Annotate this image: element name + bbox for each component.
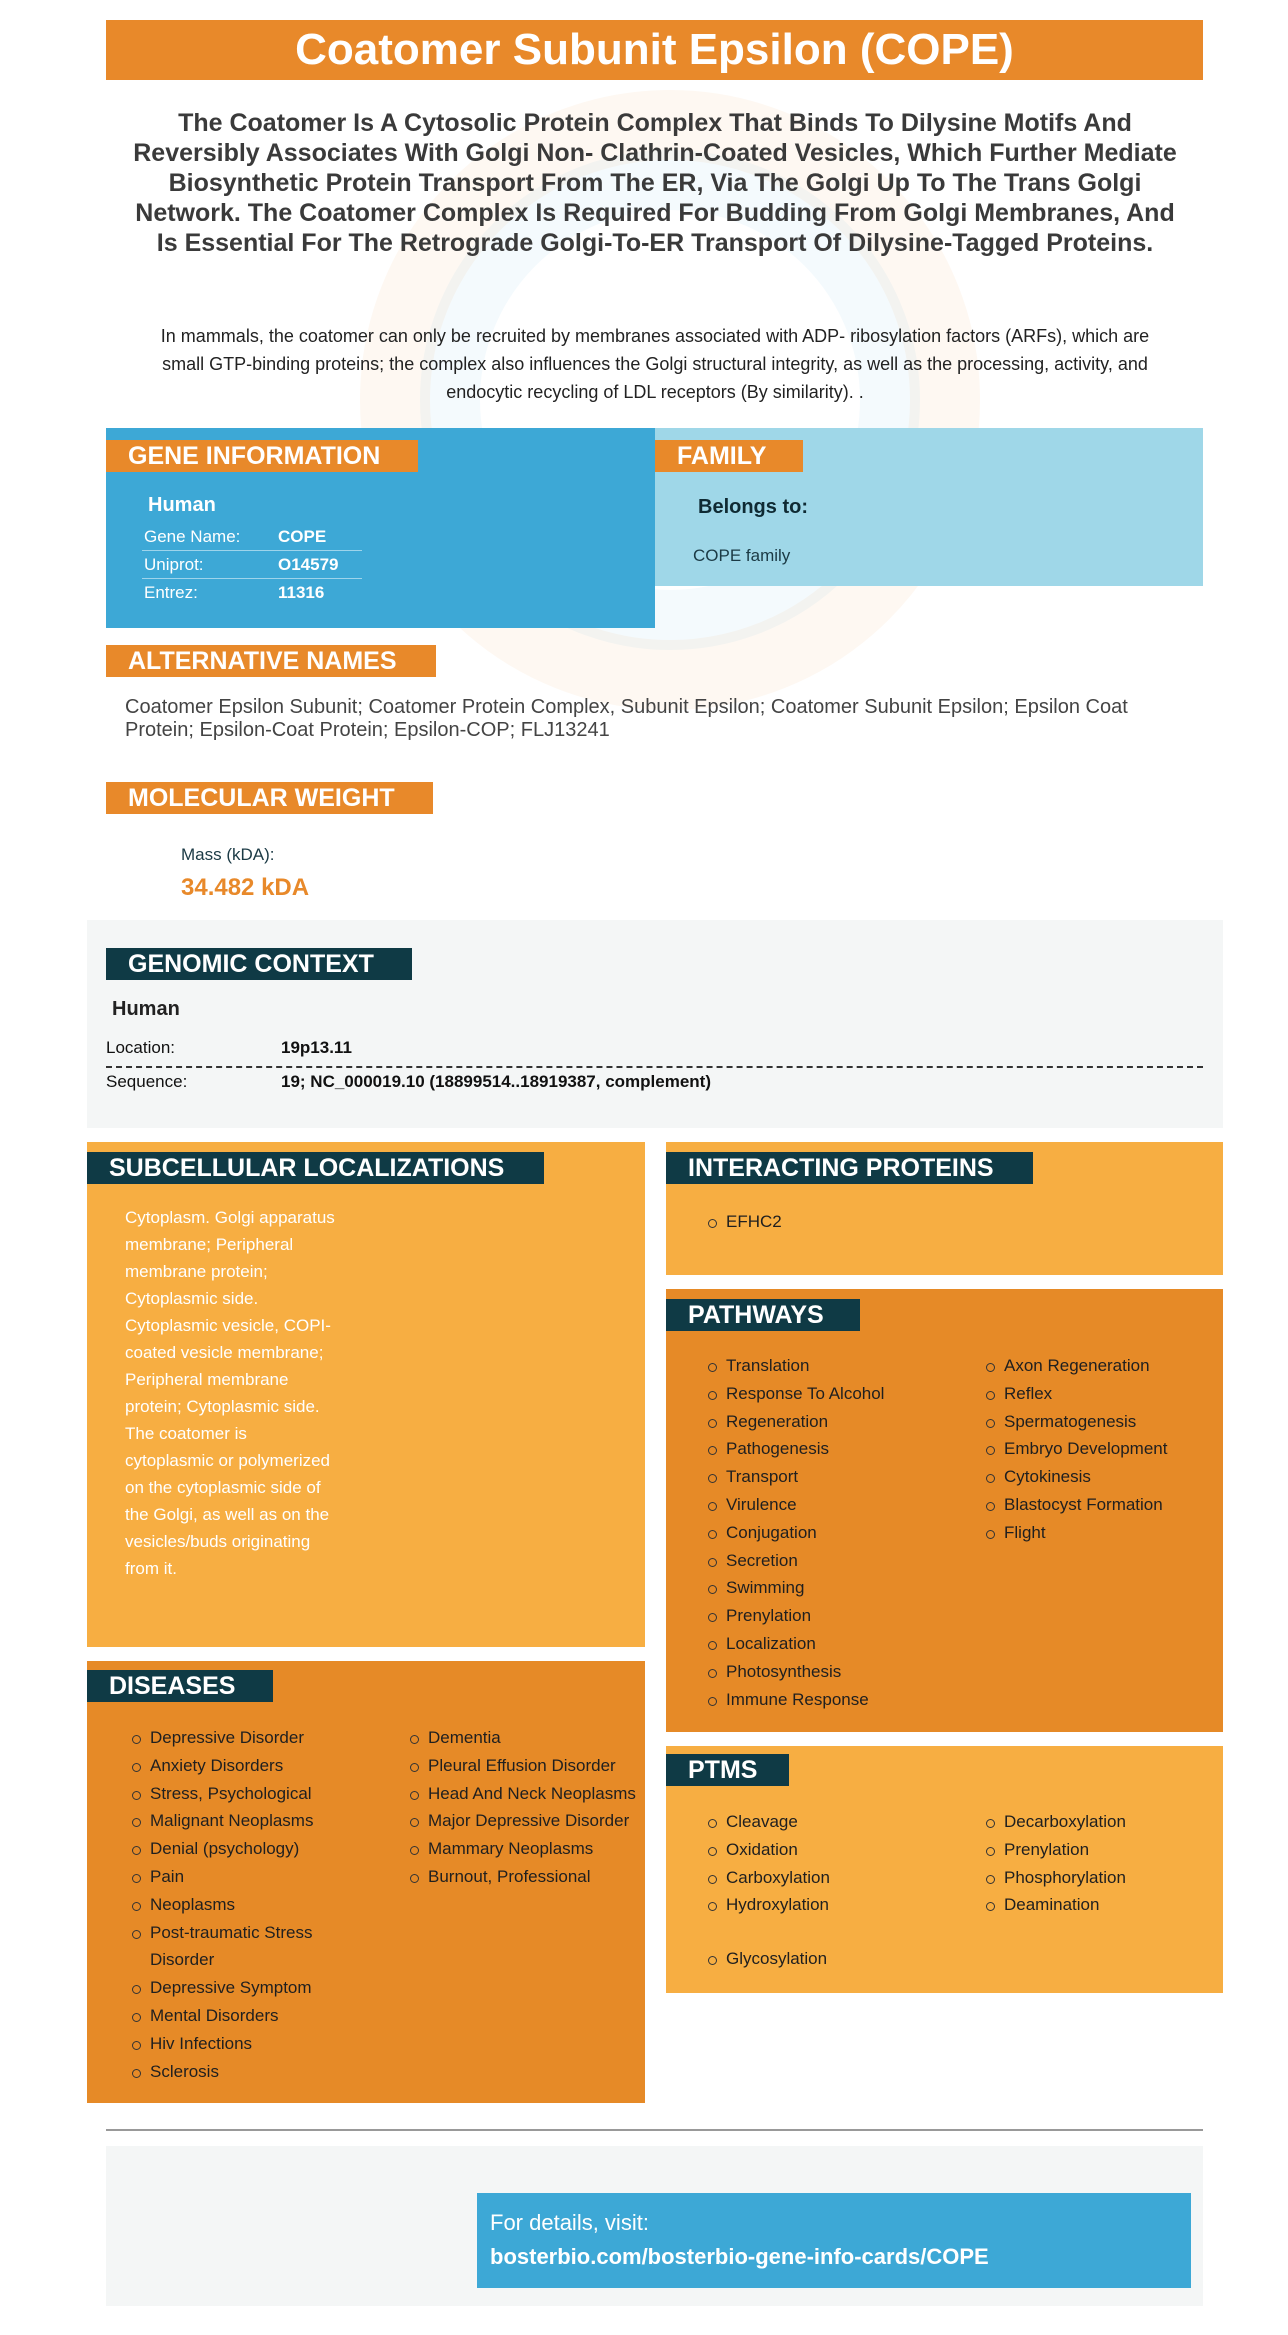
summary-text: The Coatomer Is A Cytosolic Protein Complex That Binds To Dilysine Motifs And Reversibly Associates With Golgi Non- Clathrin-Coated Vesicles, Which Further Mediate Biosynthetic Protein Transport From The ER, Via The Golgi Up To The Trans Golgi Network. The Coatomer Complex Is Required For Budding From Golgi Membranes, And Is Essential For The Retrograde Golgi-To-ER Transport Of Dilysine-Tagged Proteins. bbox=[133, 109, 1177, 257]
list-item: Sclerosis bbox=[130, 2058, 330, 2086]
mass-value: 34.482 kDA bbox=[181, 874, 310, 901]
list-item: Conjugation bbox=[706, 1519, 966, 1547]
list-item: Post-traumatic Stress Disorder bbox=[130, 1919, 330, 1975]
footer-divider bbox=[106, 2129, 1203, 2131]
list-item: Phosphorylation bbox=[984, 1864, 1214, 1892]
list-item: Secretion bbox=[706, 1547, 966, 1575]
genomic-sequence-label: Sequence: bbox=[106, 1072, 188, 1091]
list-item: Deamination bbox=[984, 1891, 1214, 1919]
list-item: Spermatogenesis bbox=[984, 1408, 1214, 1436]
list-item: Denial (psychology) bbox=[130, 1835, 330, 1863]
pathways-list-col1 bbox=[706, 1352, 966, 1713]
list-item: Pain bbox=[130, 1863, 330, 1891]
genomic-location-label: Location: bbox=[106, 1038, 175, 1057]
pathways-list-col2 bbox=[984, 1352, 1214, 1547]
gene-row-entrez bbox=[142, 579, 362, 607]
list-item: Depressive Symptom bbox=[130, 1974, 330, 2002]
ptms-list-col1 bbox=[706, 1808, 966, 1919]
mass-label: Mass (kDA): bbox=[181, 845, 275, 864]
genomic-location-value: 19p13.11 bbox=[281, 1038, 352, 1057]
list-item: Virulence bbox=[706, 1491, 966, 1519]
list-item: Photosynthesis bbox=[706, 1658, 966, 1686]
list-item: Translation bbox=[706, 1352, 966, 1380]
list-item: Cytokinesis bbox=[984, 1463, 1214, 1491]
gene-row-value: O14579 bbox=[278, 555, 339, 574]
gene-species: Human bbox=[148, 494, 216, 516]
gene-row-label: Gene Name: bbox=[144, 527, 241, 546]
list-item: Axon Regeneration bbox=[984, 1352, 1214, 1380]
gene-row-label: Entrez: bbox=[144, 583, 198, 602]
diseases-list-col2 bbox=[408, 1724, 638, 1891]
details-link-box[interactable] bbox=[477, 2193, 1191, 2288]
ptms-list-extra bbox=[706, 1945, 966, 1973]
list-item: Mammary Neoplasms bbox=[408, 1835, 638, 1863]
subcellular-text: Cytoplasm. Golgi apparatus membrane; Peripheral membrane protein; Cytoplasmic side. Cytoplasmic vesicle, COPI-coated vesicle membrane; Peripheral membrane protein; Cytoplasmic side. The coatomer is cytoplasmic or polymerized on the cytoplasmic side of the Golgi, as well as on the vesicles/buds originating from it. bbox=[125, 1208, 335, 1578]
list-item: Reflex bbox=[984, 1380, 1214, 1408]
interacting-proteins-list bbox=[706, 1208, 782, 1236]
alternative-names-heading: ALTERNATIVE NAMES bbox=[106, 645, 436, 677]
list-item: Dementia bbox=[408, 1724, 638, 1752]
genomic-location-row bbox=[106, 1034, 1203, 1064]
family-heading: FAMILY bbox=[655, 440, 803, 472]
list-item: Prenylation bbox=[706, 1602, 966, 1630]
description-text: In mammals, the coatomer can only be recruited by membranes associated with ADP- ribosylation factors (ARFs), which are small GTP-binding proteins; the complex also influences the Golgi structural integrity, as well as the processing, activity, and endocytic recycling of LDL receptors (By similarity). . bbox=[160, 326, 1150, 402]
list-item: Flight bbox=[984, 1519, 1214, 1547]
list-item: Oxidation bbox=[706, 1836, 966, 1864]
list-item: Malignant Neoplasms bbox=[130, 1807, 330, 1835]
genomic-context-heading: GENOMIC CONTEXT bbox=[106, 948, 412, 980]
family-value: COPE family bbox=[693, 546, 791, 565]
details-link[interactable]: bosterbio.com/bosterbio-gene-info-cards/COPE bbox=[490, 2244, 989, 2269]
ptms-list-col2 bbox=[984, 1808, 1214, 1919]
family-belongs-label: Belongs to: bbox=[698, 496, 808, 518]
diseases-heading: DISEASES bbox=[87, 1670, 273, 1702]
list-item: Stress, Psychological bbox=[130, 1780, 330, 1808]
genomic-species: Human bbox=[112, 998, 180, 1020]
list-item: Prenylation bbox=[984, 1836, 1214, 1864]
details-label: For details, visit: bbox=[490, 2210, 649, 2235]
list-item: Regeneration bbox=[706, 1408, 966, 1436]
list-item: Glycosylation bbox=[706, 1945, 966, 1973]
gene-row-name bbox=[142, 523, 362, 551]
gene-information-heading: GENE INFORMATION bbox=[106, 440, 418, 472]
list-item: Hiv Infections bbox=[130, 2030, 330, 2058]
list-item: Head And Neck Neoplasms bbox=[408, 1780, 638, 1808]
list-item: Transport bbox=[706, 1463, 966, 1491]
list-item: Pleural Effusion Disorder bbox=[408, 1752, 638, 1780]
gene-row-label: Uniprot: bbox=[144, 555, 204, 574]
list-item: Localization bbox=[706, 1630, 966, 1658]
list-item: Depressive Disorder bbox=[130, 1724, 330, 1752]
list-item: Mental Disorders bbox=[130, 2002, 330, 2030]
alternative-names-text: Coatomer Epsilon Subunit; Coatomer Protein Complex, Subunit Epsilon; Coatomer Subunit Epsilon; Epsilon Coat Protein; Epsilon-Coat Protein; Epsilon-COP; FLJ13241 bbox=[125, 696, 1128, 741]
molecular-weight-heading: MOLECULAR WEIGHT bbox=[106, 782, 433, 814]
gene-row-value: COPE bbox=[278, 527, 327, 546]
interacting-proteins-heading: INTERACTING PROTEINS bbox=[666, 1152, 1033, 1184]
list-item: Major Depressive Disorder bbox=[408, 1807, 638, 1835]
page-title: Coatomer Subunit Epsilon (COPE) bbox=[106, 20, 1203, 80]
list-item: Carboxylation bbox=[706, 1864, 966, 1892]
list-item: EFHC2 bbox=[706, 1208, 782, 1236]
list-item: Embryo Development bbox=[984, 1435, 1214, 1463]
pathways-heading: PATHWAYS bbox=[666, 1299, 860, 1331]
list-item: Pathogenesis bbox=[706, 1435, 966, 1463]
list-item: Hydroxylation bbox=[706, 1891, 966, 1919]
gene-row-value: 11316 bbox=[278, 583, 325, 602]
list-item: Neoplasms bbox=[130, 1891, 330, 1919]
list-item: Immune Response bbox=[706, 1686, 966, 1714]
subcellular-heading: SUBCELLULAR LOCALIZATIONS bbox=[87, 1152, 544, 1184]
genomic-sequence-row bbox=[106, 1068, 1203, 1098]
diseases-list-col1 bbox=[130, 1724, 330, 2085]
ptms-heading: PTMS bbox=[666, 1754, 789, 1786]
list-item: Burnout, Professional bbox=[408, 1863, 638, 1891]
list-item: Anxiety Disorders bbox=[130, 1752, 330, 1780]
genomic-sequence-value: 19; NC_000019.10 (18899514..18919387, complement) bbox=[281, 1072, 712, 1091]
gene-row-uniprot bbox=[142, 551, 362, 579]
list-item: Response To Alcohol bbox=[706, 1380, 966, 1408]
list-item: Decarboxylation bbox=[984, 1808, 1214, 1836]
list-item: Cleavage bbox=[706, 1808, 966, 1836]
list-item: Swimming bbox=[706, 1574, 966, 1602]
list-item: Blastocyst Formation bbox=[984, 1491, 1214, 1519]
